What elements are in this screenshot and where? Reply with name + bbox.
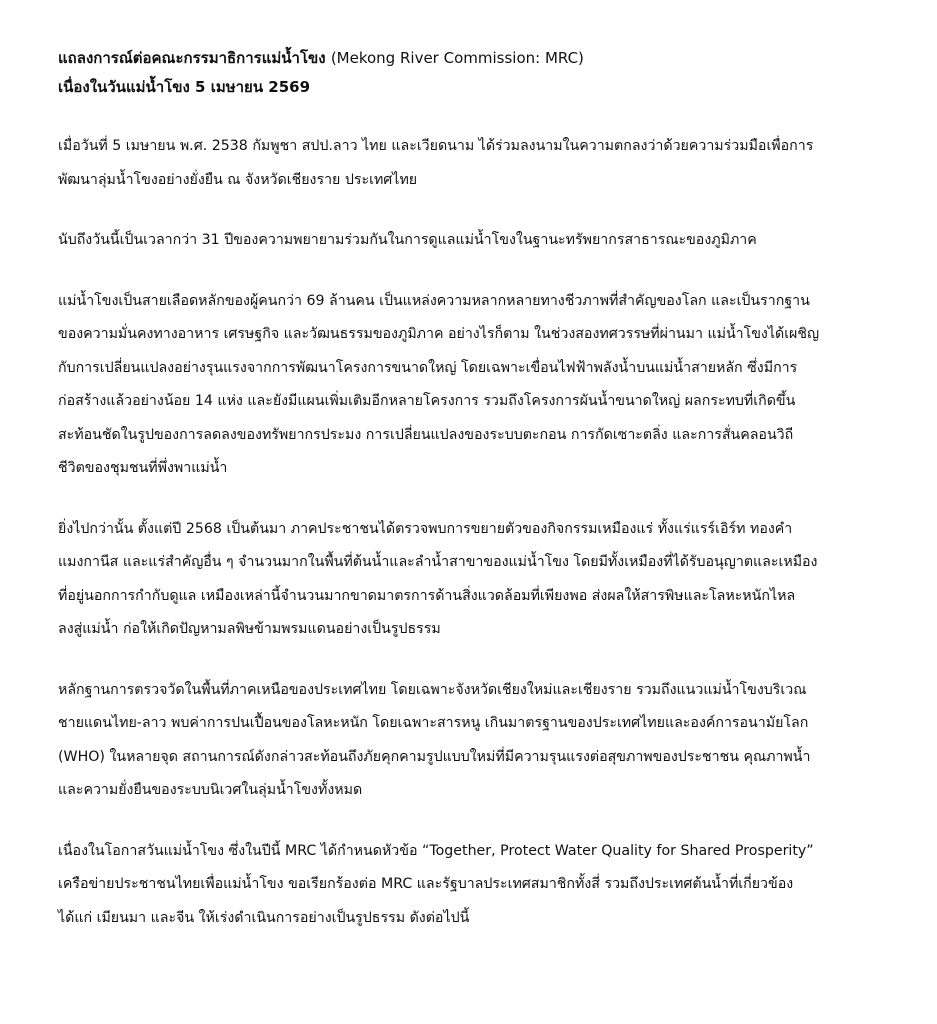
paragraph-2 [58, 224, 888, 258]
paragraph-4 [58, 513, 888, 647]
paragraph-6 [58, 835, 888, 936]
text-line: ก่อสร้างแล้วอย่างน้อย 14 แห่ง และยังมีแผนเพิ่มเติมอีกหลายโครงการ รวมถึงโครงการผันน้ำขนาดใหญ่ ผลกระทบที่เกิดขึ้น [58, 393, 796, 409]
text-line: และความยั่งยืนของระบบนิเวศในลุ่มน้ำโขงทั้งหมด [58, 782, 363, 798]
statement-document [58, 44, 888, 962]
text-line: สะท้อนชัดในรูปของการลดลงของทรัพยากรประมง การเปลี่ยนแปลงของระบบตะกอน การกัดเซาะตลิ่ง และการสั่นคลอนวิถี [58, 426, 794, 443]
title-line-2: เนื่องในวันแม่น้ำโขง 5 เมษายน 2569 [58, 78, 311, 96]
text-line: ได้แก่ เมียนมา และจีน ให้เร่งดำเนินการอย่างเป็นรูปธรรม ดังต่อไปนี้ [58, 909, 470, 926]
text-line: หลักฐานการตรวจวัดในพื้นที่ภาคเหนือของประเทศไทย โดยเฉพาะจังหวัดเชียงใหม่และเชียงราย รวมถึงแนวแม่น้ำโขงบริเวณ [58, 681, 807, 698]
text-line: ลงสู่แม่น้ำ ก่อให้เกิดปัญหามลพิษข้ามพรมแดนอย่างเป็นรูปธรรม [58, 621, 441, 637]
text-line: กับการเปลี่ยนแปลงอย่างรุนแรงจากการพัฒนาโครงการขนาดใหญ่ โดยเฉพาะเขื่อนไฟฟ้าพลังน้ำบนแม่น้ำสายหลัก ซึ่งมีการ [58, 359, 798, 376]
text-line: (WHO) ในหลายจุด สถานการณ์ดังกล่าวสะท้อนถึงภัยคุกคามรูปแบบใหม่ที่มีความรุนแรงต่อสุขภาพของประชาชน คุณภาพน้ำ [58, 748, 811, 765]
title-english: (Mekong River Commission: MRC) [330, 49, 584, 67]
text-line: เครือข่ายประชาชนไทยเพื่อแม่น้ำโขง ขอเรียกร้องต่อ MRC และรัฐบาลประเทศสมาชิกทั้งสี่ รวมถึงประเทศต้นน้ำที่เกี่ยวข้อง [58, 876, 794, 892]
title-line-1 [58, 44, 888, 73]
text-line: นับถึงวันนี้เป็นเวลากว่า 31 ปีของความพยายามร่วมกันในการดูแลแม่น้ำโขงในฐานะทรัพยากรสาธารณะของภูมิภาค [58, 232, 757, 248]
text-line: ยิ่งไปกว่านั้น ตั้งแต่ปี 2568 เป็นต้นมา ภาคประชาชนได้ตรวจพบการขยายตัวของกิจกรรมเหมืองแร่ ทั้งแร่แรร์เอิร์ท ทองคำ [58, 520, 793, 537]
paragraph-1 [58, 130, 888, 197]
text-line: แมงกานีส และแร่สำคัญอื่น ๆ จำนวนมากในพื้นที่ต้นน้ำและลำน้ำสาขาของแม่น้ำโขง โดยมีทั้งเหมืองที่ได้รับอนุญาตและเหมือง [58, 554, 818, 570]
document-title [58, 44, 888, 102]
paragraph-3 [58, 285, 888, 486]
title-thai: แถลงการณ์ต่อคณะกรรมาธิการแม่น้ำโขง [58, 49, 326, 67]
text-line: ที่อยู่นอกการกำกับดูแล เหมืองเหล่านี้จำนวนมากขาดมาตรการด้านสิ่งแวดล้อมที่เพียงพอ ส่งผลให้สารพิษและโลหะหนักไหล [58, 587, 796, 604]
text-line: เมื่อวันที่ 5 เมษายน พ.ศ. 2538 กัมพูชา สปป.ลาว ไทย และเวียดนาม ได้ร่วมลงนามในความตกลงว่าด้วยความร่วมมือเพื่อการ [58, 138, 814, 154]
text-line: ชายแดนไทย-ลาว พบค่าการปนเปื้อนของโลหะหนัก โดยเฉพาะสารหนู เกินมาตรฐานของประเทศไทยและองค์การอนามัยโลก [58, 715, 809, 731]
text-line: ของความมั่นคงทางอาหาร เศรษฐกิจ และวัฒนธรรมของภูมิภาค อย่างไรก็ตาม ในช่วงสองทศวรรษที่ผ่านมา แม่น้ำโขงได้เผชิญ [58, 326, 820, 342]
text-line: แม่น้ำโขงเป็นสายเลือดหลักของผู้คนกว่า 69 ล้านคน เป็นแหล่งความหลากหลายทางชีวภาพที่สำคัญของโลก และเป็นรากฐาน [58, 292, 810, 309]
text-line: ชีวิตของชุมชนที่พึ่งพาแม่น้ำ [58, 460, 228, 476]
paragraph-5 [58, 674, 888, 808]
text-line: เนื่องในโอกาสวันแม่น้ำโขง ซึ่งในปีนี้ MRC ได้กำหนดหัวข้อ “Together, Protect Water Quality for Shared Prosperity” [58, 842, 814, 859]
text-line: พัฒนาลุ่มน้ำโขงอย่างยั่งยืน ณ จังหวัดเชียงราย ประเทศไทย [58, 171, 418, 188]
